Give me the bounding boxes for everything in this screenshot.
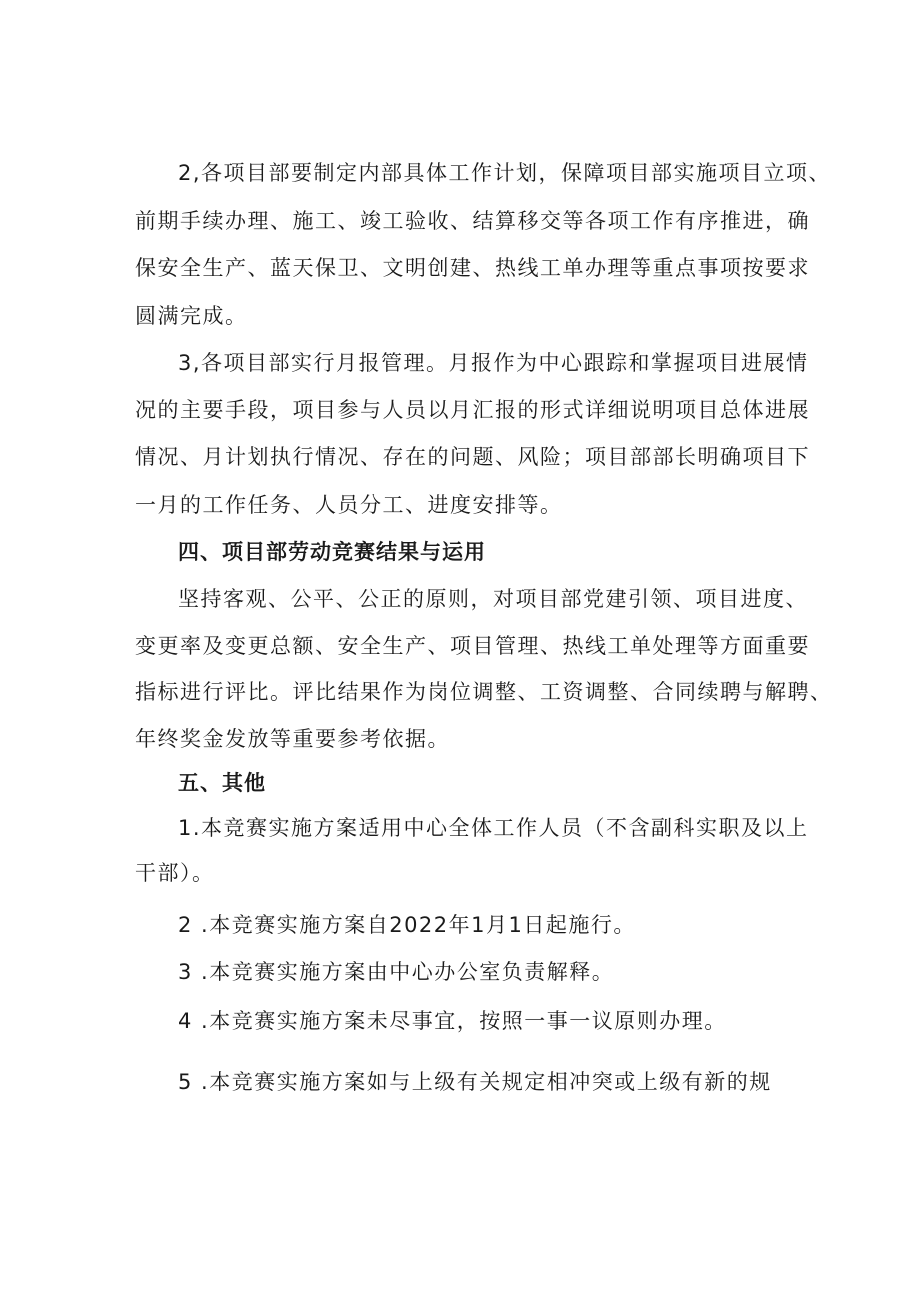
item2-line-4: 圆满完成。 [135, 304, 248, 328]
item3-line-4: 一月的工作任务、人员分工、进度安排等。 [135, 493, 563, 517]
section4-line-1: 坚持客观、公平、公正的原则，对项目部党建引领、项目进度、 [178, 587, 808, 611]
other-item-1-line-1: 1.本竞赛实施方案适用中心全体工作人员（不含副科实职及以上 [178, 816, 809, 840]
section4-line-2: 变更率及变更总额、安全生产、项目管理、热线工单处理等方面重要 [135, 634, 810, 658]
item3-line-2: 况的主要手段，项目参与人员以月汇报的形式详细说明项目总体进展 [135, 398, 810, 422]
other-item-3: 3 .本竞赛实施方案由中心办公室负责解释。 [178, 960, 615, 984]
item2-line-2: 前期手续办理、施工、竣工验收、结算移交等各项工作有序推进，确 [135, 209, 810, 233]
section4-line-3: 指标进行评比。评比结果作为岗位调整、工资调整、合同续聘与解聘、 [135, 680, 833, 704]
section5-heading: 五、其他 [178, 771, 266, 795]
other-item-4: 4 .本竞赛实施方案未尽事宜，按照一事一议原则办理。 [178, 1009, 727, 1033]
other-item-1-line-2: 干部）。 [135, 861, 215, 885]
section4-line-4: 年终奖金发放等重要参考依据。 [135, 727, 450, 751]
item3-line-1: 3,各项目部实行月报管理。月报作为中心跟踪和掌握项目进展情 [178, 351, 809, 375]
item2-line-3: 保安全生产、蓝天保卫、文明创建、热线工单办理等重点事项按要求 [135, 256, 810, 280]
other-item-2: 2 .本竞赛实施方案自2022年1月1日起施行。 [178, 913, 636, 937]
section4-heading: 四、项目部劳动竞赛结果与运用 [178, 540, 486, 564]
item3-line-3: 情况、月计划执行情况、存在的问题、风险；项目部部长明确项目下 [135, 445, 810, 469]
other-item-5: 5 .本竞赛实施方案如与上级有关规定相冲突或上级有新的规 [178, 1070, 772, 1094]
item2-line-1: 2,各项目部要制定内部具体工作计划，保障项目部实施项目立项、 [178, 161, 832, 185]
